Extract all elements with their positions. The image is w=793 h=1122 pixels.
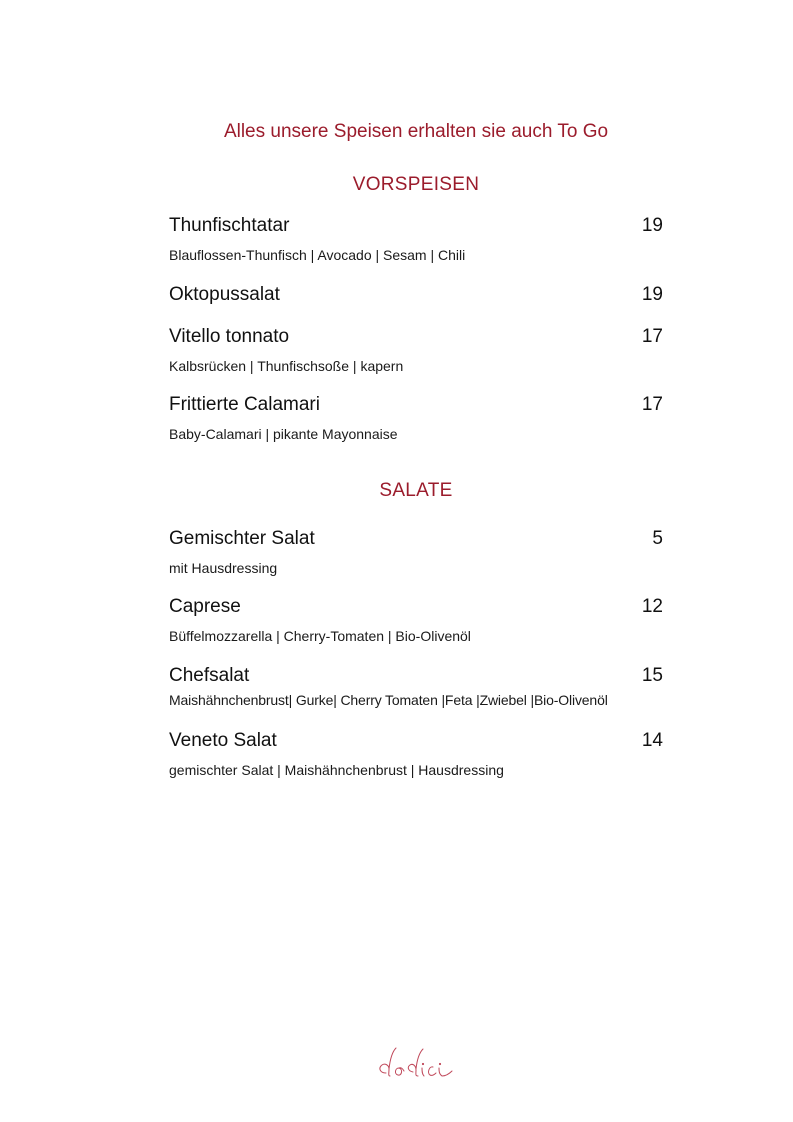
item-description: mit Hausdressing [169,560,278,576]
menu-item [169,596,663,618]
to-go-note: Alles unsere Speisen erhalten sie auch To Go [223,121,609,142]
item-price: 12 [641,596,663,617]
item-description: Blauflossen-Thunfisch | Avocado | Sesam | Chili [169,247,466,263]
item-description: Kalbsrücken | Thunfischsoße | kapern [169,358,404,374]
item-name: Vitello tonnato [169,326,290,347]
item-name: Gemischter Salat [169,528,315,549]
item-price: 19 [641,215,663,236]
item-price: 17 [641,326,663,347]
dodici-logo [372,1040,462,1090]
menu-item [169,730,663,752]
item-price: 14 [641,730,663,751]
item-name: Frittierte Calamari [169,394,320,415]
item-price: 19 [641,284,663,305]
menu-item [169,326,663,348]
item-name: Veneto Salat [169,730,277,751]
menu-item [169,284,663,306]
item-name: Caprese [169,596,241,617]
item-price: 17 [641,394,663,415]
section-title-salate: SALATE [379,480,453,501]
item-price: 15 [641,665,663,686]
item-price: 5 [652,528,663,549]
section-title-vorspeisen: VORSPEISEN [352,174,480,195]
item-name: Oktopussalat [169,284,280,305]
item-description: Büffelmozzarella | Cherry-Tomaten | Bio-Olivenöl [169,628,471,644]
menu-item [169,528,663,550]
menu-item [169,215,663,237]
item-name: Thunfischtatar [169,215,290,236]
menu-item [169,665,663,687]
item-name: Chefsalat [169,665,250,686]
menu-item [169,394,663,416]
item-description: gemischter Salat | Maishähnchenbrust | Hausdressing [169,762,504,778]
item-description: Baby-Calamari | pikante Mayonnaise [169,426,398,442]
item-description: Maishähnchenbrust| Gurke| Cherry Tomaten |Feta |Zwiebel |Bio-Olivenöl [169,692,608,708]
